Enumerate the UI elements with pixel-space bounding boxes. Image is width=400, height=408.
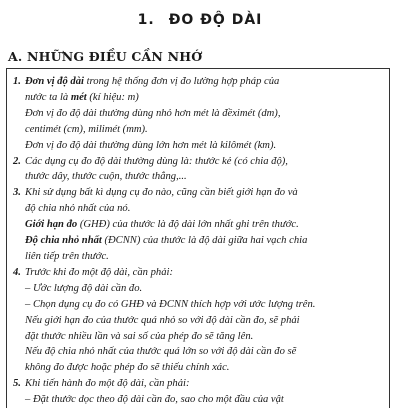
line-text: Trước khi đo một độ dài, cần phải: <box>25 266 173 278</box>
summary-item <box>13 185 381 265</box>
item-line <box>25 344 381 360</box>
line-text: Đơn vị đo độ dài thường dùng lớn hơn mét là kilômét (km). <box>25 139 277 151</box>
summary-item <box>13 265 381 376</box>
line-text: Nếu giới hạn đo của thước quá nhỏ so với độ dài cần đo, sẽ phải <box>25 314 300 326</box>
item-number: 1. <box>13 76 21 87</box>
item-line <box>25 329 381 345</box>
item-line <box>25 376 381 392</box>
summary-box <box>6 68 390 408</box>
item-line <box>25 233 381 249</box>
item-line <box>25 74 381 90</box>
item-line <box>25 154 381 170</box>
line-text: Nếu độ chia nhỏ nhất của thước quá lớn so với độ dài cần đo sẽ <box>25 346 297 358</box>
item-line <box>25 169 381 185</box>
summary-item <box>13 154 381 186</box>
item-line <box>25 249 381 265</box>
line-text: Các dụng cụ đo độ dài thường dùng là: thước kẻ (có chia độ), <box>25 155 288 167</box>
line-text: (GHĐ) của thước là độ dài lớn nhất ghi trên thước. <box>77 219 299 231</box>
item-line <box>25 281 381 297</box>
item-line <box>25 138 381 154</box>
line-text: nước ta là <box>25 91 71 103</box>
line-text: thước dây, thước cuộn, thước thẳng,... <box>25 171 187 183</box>
item-number: 3. <box>13 187 21 199</box>
item-number: 5. <box>13 378 21 390</box>
line-text: (ĐCNN) của thước là độ dài giữa hai vạch chia <box>101 235 308 247</box>
item-line <box>25 360 381 376</box>
item-line <box>25 106 381 122</box>
summary-item <box>13 376 381 408</box>
line-text: (kí hiệu: m) <box>86 91 139 103</box>
item-line <box>25 297 381 313</box>
summary-item <box>13 74 381 154</box>
item-number: 2. <box>13 155 21 167</box>
item-line <box>25 90 381 106</box>
line-text: – Chọn dụng cụ đo có GHĐ và ĐCNN thích hợp với ước lượng trên. <box>25 298 316 310</box>
item-line <box>25 217 381 233</box>
item-line <box>25 313 381 329</box>
line-text: centimét (cm), milimét (mm). <box>25 123 148 135</box>
line-text: Khi sử dụng bất kì dụng cụ đo nào, cũng cần biết giới hạn đo và <box>25 187 298 199</box>
bold-term: Độ chia nhỏ nhất <box>25 235 102 247</box>
item-line <box>25 265 381 281</box>
item-line <box>25 392 381 408</box>
chapter-number: 1. <box>137 12 155 28</box>
line-text: Đơn vị đo độ dài thường dùng nhỏ hơn mét là đềximét (dm), <box>25 107 281 119</box>
bold-term: mét <box>70 91 87 103</box>
chapter-title: ĐO ĐỘ DÀI <box>168 12 263 28</box>
item-line <box>25 122 381 138</box>
line-text: trong hệ thống đơn vị đo lường hợp pháp của <box>83 76 280 87</box>
bold-term: Đơn vị độ dài <box>25 76 84 87</box>
section-heading: A. NHỮNG ĐIỀU CẦN NHỚ <box>8 49 203 64</box>
line-text: – Ước lượng độ dài cần đo. <box>25 282 143 294</box>
line-text: đặt thước nhiều lần và sai số của phép đo sẽ tăng lên. <box>25 330 254 342</box>
line-text: liên tiếp trên thước. <box>25 250 109 262</box>
line-text: – Đặt thước dọc theo độ dài cần đo, sao cho một đầu của vật <box>25 394 284 406</box>
page-title <box>0 12 400 28</box>
item-line <box>25 185 381 201</box>
line-text: Khi tiến hành đo một độ dài, cần phải: <box>25 378 190 390</box>
item-number: 4. <box>13 266 21 278</box>
bold-term: Giới hạn đo <box>25 219 78 231</box>
item-line <box>25 201 381 217</box>
line-text: độ chia nhỏ nhất của nó. <box>25 203 131 215</box>
line-text: không đo được hoặc phép đo sẽ thiếu chính xác. <box>25 362 230 374</box>
